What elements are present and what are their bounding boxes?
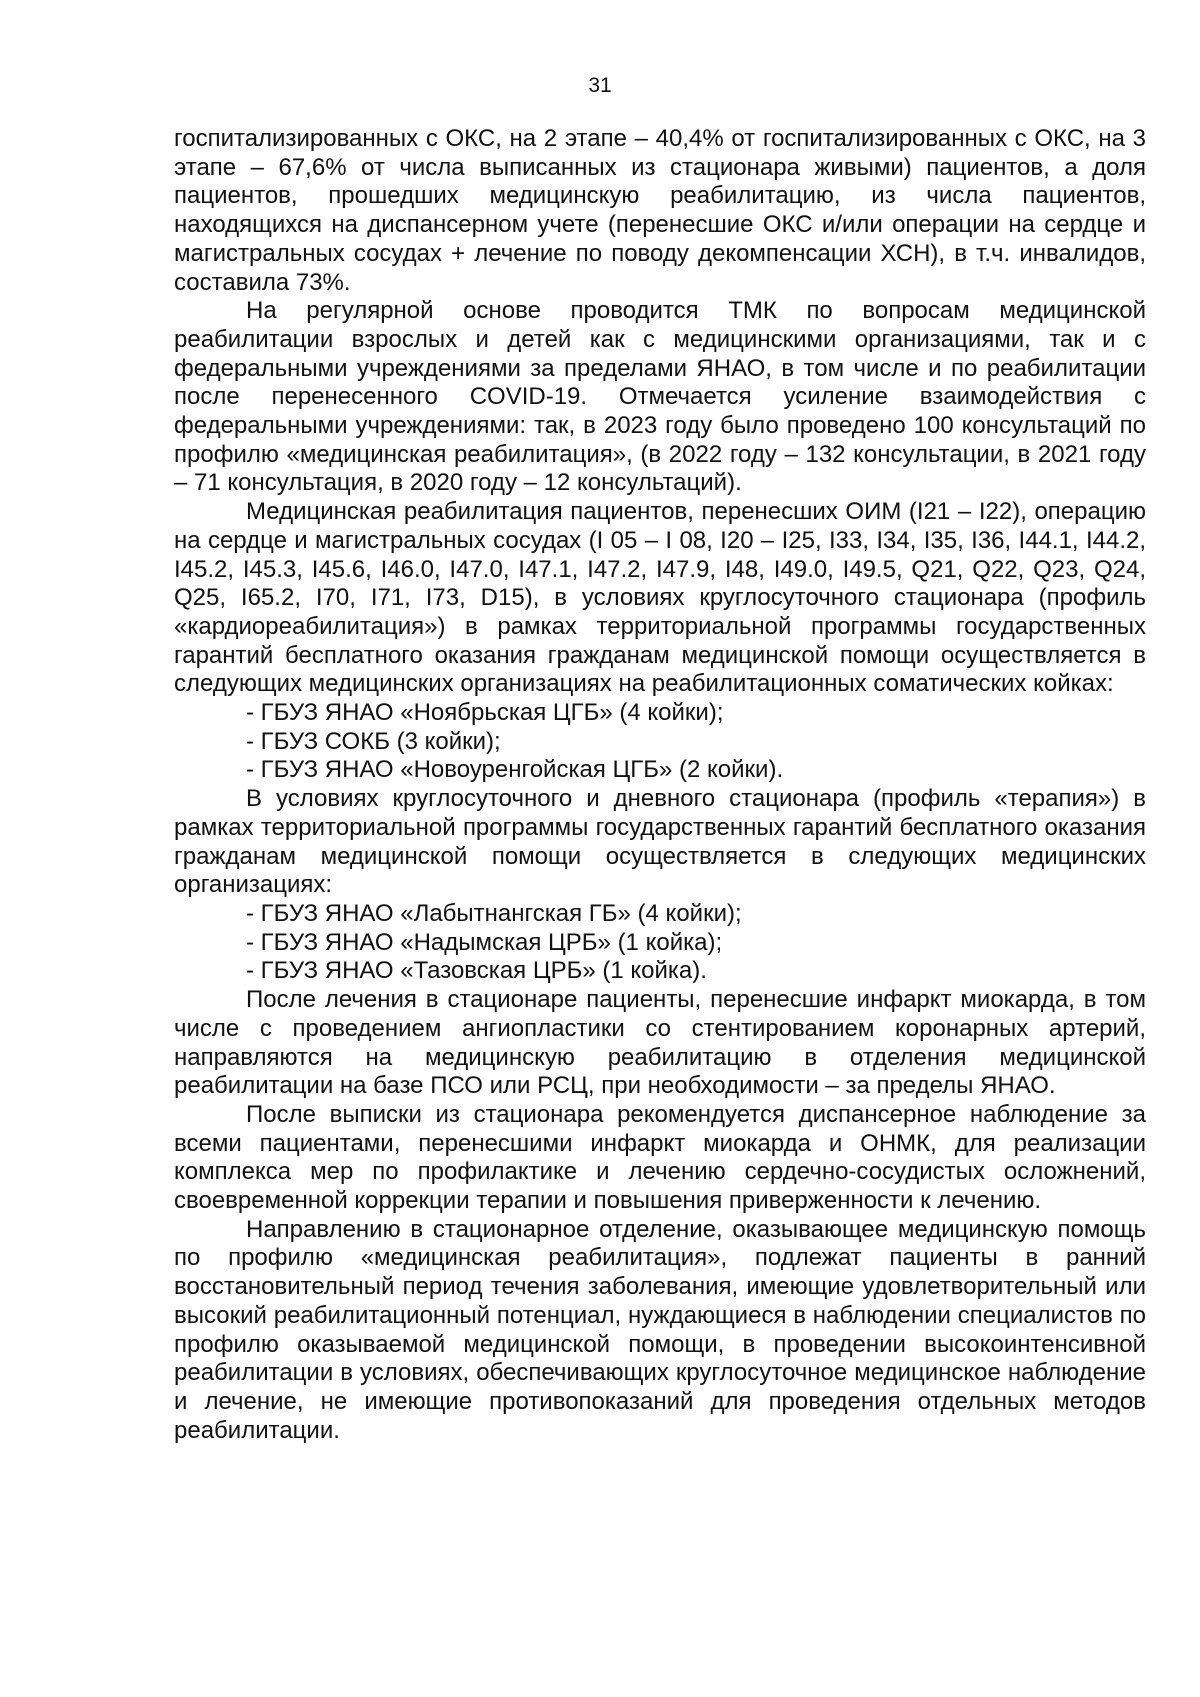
- list-item: - ГБУЗ СОКБ (3 койки);: [246, 727, 501, 755]
- paragraph-dispensary-observation: После выписки из стационара рекомендуется диспансерное наблюдение за всеми пациентами, перенесшими инфаркт миокарда и ОНМК, для реализации комплекса мер по профилактике и лечению сердечно-сосудистых осложнений, своевременной коррекции терапии и повышения приверженности к лечению.: [174, 1100, 1146, 1215]
- page-number: 31: [588, 74, 612, 97]
- paragraph-rehab-share: госпитализированных с ОКС, на 2 этапе – 40,4% от госпитализированных с ОКС, на 3 этапе – 67,6% от числа выписанных из стационара живыми) пациентов, а доля пациентов, прошедших медицинскую реабилитацию, из числа пациентов, находящихся на диспансерном учете (перенесшие ОКС и/или операции на сердце и магистральных сосудах + лечение по поводу декомпенсации ХСН), в т.ч. инвалидов, составила 73%.: [174, 125, 1146, 296]
- cardiorehab-organizations-list: [174, 699, 1146, 785]
- list-item: - ГБУЗ ЯНАО «Надымская ЦРБ» (1 койка);: [246, 928, 723, 956]
- paragraph-referral-criteria: Направлению в стационарное отделение, оказывающее медицинскую помощь по профилю «медицинская реабилитация», подлежат пациенты в ранний восстановительный период течения заболевания, имеющие удовлетворительный или высокий реабилитационный потенциал, нуждающиеся в наблюдении специалистов по профилю оказываемой медицинской помощи, в проведении высокоинтенсивной реабилитации в условиях, обеспечивающих круглосуточное медицинское наблюдение и лечение, не имеющие противопоказаний для проведения отдельных методов реабилитации.: [174, 1215, 1146, 1444]
- paragraph-cardiorehab-inpatient: Медицинская реабилитация пациентов, перенесших ОИМ (I21 – I22), операцию на сердце и магистральных сосудах (I 05 – I 08, I20 – I25, I33, I34, I35, I36, I44.1, I44.2, I45.2, I45.3, I45.6, I46.0, I47.0, I47.1, I47.2, I47.9, I48, I49.0, I49.5, Q21, Q22, Q23, Q24, Q25, I65.2, I70, I71, I73, D15), в условиях круглосуточного стационара (профиль «кардиореабилитация») в рамках территориальной программы государственных гарантий бесплатного оказания гражданам медицинской помощи осуществляется в следующих медицинских организациях на реабилитационных соматических койках:: [174, 498, 1146, 698]
- paragraph-after-treatment: После лечения в стационаре пациенты, перенесшие инфаркт миокарда, в том числе с проведением ангиопластики со стентированием коронарных артерий, направляются на медицинскую реабилитацию в отделения медицинской реабилитации на базе ПСО или РСЦ, при необходимости – за пределы ЯНАО.: [174, 986, 1146, 1100]
- list-item: - ГБУЗ ЯНАО «Новоуренгойская ЦГБ» (2 койки).: [246, 756, 784, 784]
- list-item: - ГБУЗ ЯНАО «Лабытнангская ГБ» (4 койки);: [246, 899, 742, 927]
- therapy-organizations-list: [174, 900, 1146, 986]
- document-body: [174, 125, 1146, 1445]
- list-item: - ГБУЗ ЯНАО «Тазовская ЦРБ» (1 койка).: [246, 957, 707, 985]
- paragraph-therapy-profile: В условиях круглосуточного и дневного стационара (профиль «терапия») в рамках территориальной программы государственных гарантий бесплатного оказания гражданам медицинской помощи осуществляется в следующих медицинских организациях:: [174, 785, 1146, 899]
- list-item: - ГБУЗ ЯНАО «Ноябрьская ЦГБ» (4 койки);: [246, 699, 724, 727]
- paragraph-tmk-consultations: На регулярной основе проводится ТМК по вопросам медицинской реабилитации взрослых и детей как с медицинскими организациями, так и с федеральными учреждениями за пределами ЯНАО, в том числе и по реабилитации после перенесенного COVID-19. Отмечается усиление взаимодействия с федеральными учреждениями: так, в 2023 году было проведено 100 консультаций по профилю «медицинская реабилитация», (в 2022 году – 132 консультации, в 2021 году – 71 консультация, в 2020 году – 12 консультаций).: [174, 297, 1146, 497]
